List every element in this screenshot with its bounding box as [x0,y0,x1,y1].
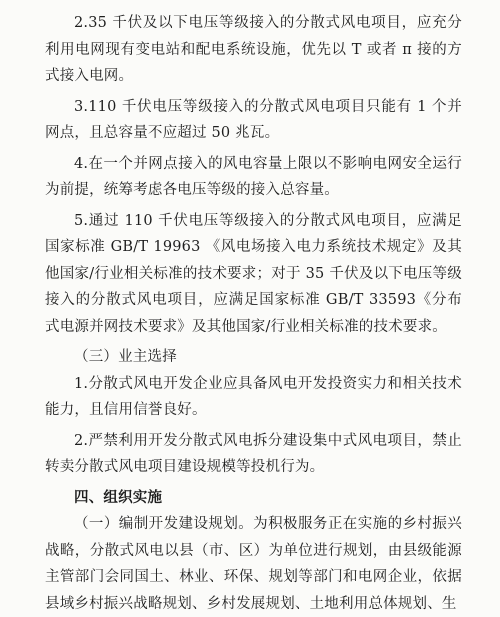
paragraph-planning: （一）编制开发建设规划。为积极服务正在实施的乡村振兴战略，分散式风电以县（市、区）为单位进行规划，由县级能源主管部门会同国土、林业、环保、规划等部门和电网企业，依据县域乡村振兴战略规划、乡村发展规划、土地利用总体规划、生 [45,516,462,612]
paragraph-5-standards: 5.通过 110 千伏电压等级接入的分散式风电项目，应满足国家标准 GB/T 19963 《风电场接入电力系统技术规定》及其他国家/行业相关标准的技术要求；对于 35 千伏及以下电压等级接入的分散式风电项目，应满足国家标准 GB/T 33593《分布式电源并网技术要求》及其他国家/行业相关标准的技术要求。 [45,212,462,335]
paragraph-3-110kv: 3.110 千伏电压等级接入的分散式风电项目只能有 1 个并网点，且总容量不应超过 50 兆瓦。 [45,98,462,141]
paragraph-2-35kv: 2.35 千伏及以下电压等级接入的分散式风电项目，应充分利用电网现有变电站和配电系统设施，优先以 T 或者 π 接的方式接入电网。 [45,15,462,84]
paragraph-owner-1: 1.分散式风电开发企业应具备风电开发投资实力和相关技术能力，且信用信誉良好。 [45,375,462,418]
subheading-owner-selection: （三）业主选择 [74,349,177,365]
section-heading-implementation: 四、组织实施 [74,488,163,506]
paragraph-owner-2: 2.严禁利用开发分散式风电拆分建设集中式风电项目，禁止转卖分散式风电项目建设规模等投机行为。 [45,432,462,475]
paragraph-4-capacity: 4.在一个并网点接入的风电容量上限以不影响电网安全运行为前提，统筹考虑各电压等级的接入总容量。 [45,155,462,198]
